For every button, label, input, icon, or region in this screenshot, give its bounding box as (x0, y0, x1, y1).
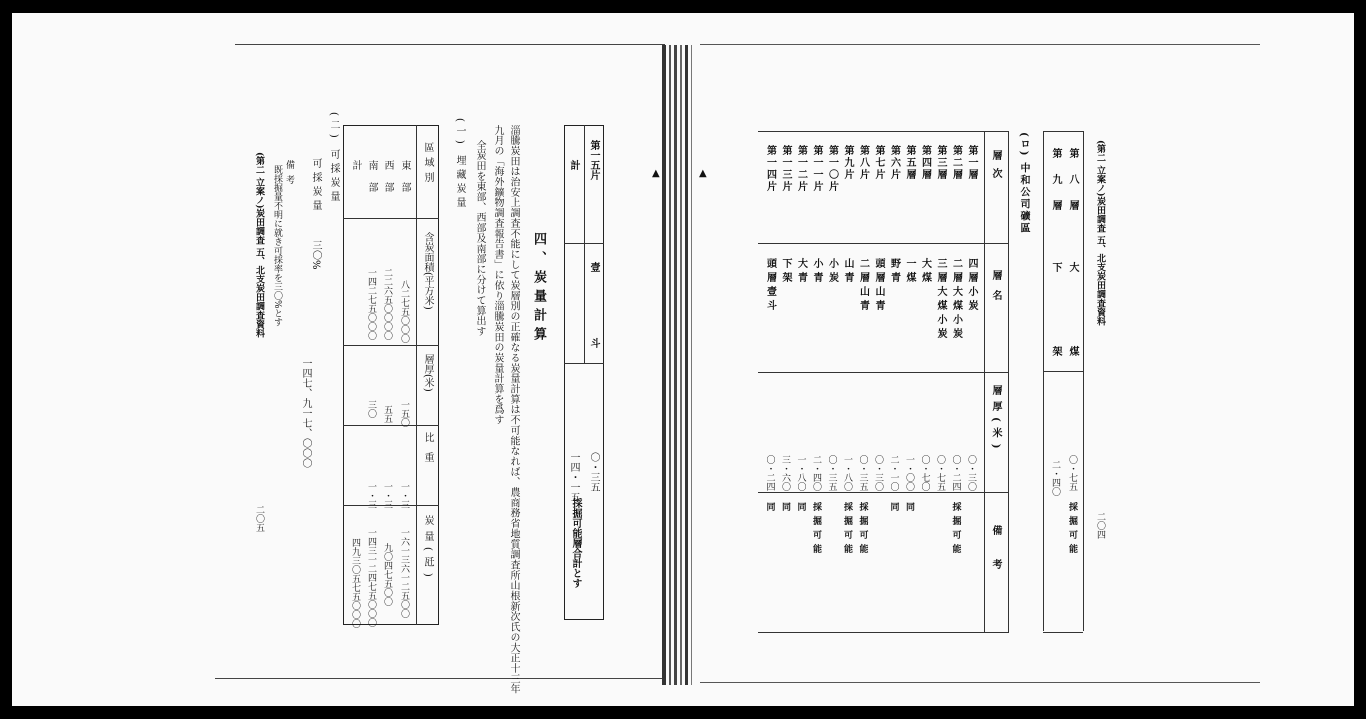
binding-mark-top-right: ▲ (699, 168, 707, 179)
row-12-name: 下架 (780, 258, 791, 286)
small-table-col2-1: 斗 (588, 338, 599, 348)
top-row-0-name1: 大 (1067, 262, 1078, 272)
top-row-1-name2: 架 (1050, 346, 1061, 356)
row-south-thickness: 三〇 (366, 400, 376, 418)
row-10-thickness: 二・四〇 (811, 455, 821, 491)
row-south-quantity: 一四三一二四七五〇〇〇 (366, 528, 376, 627)
row-6-name: 頭層山青 (873, 258, 884, 314)
small-table-header-0: 計 (568, 160, 579, 170)
row-8-name: 山青 (842, 258, 853, 286)
top-row-0-layer: 第八層 (1067, 148, 1078, 226)
remark-text: 既採掘量不明に就き可採率を三〇%とす (272, 165, 282, 327)
row-5-layer: 第六片 (888, 145, 900, 181)
top-row-1-thickness: 二・四〇 (1050, 460, 1060, 496)
table-header-thickness-right: 層厚(米) (990, 385, 1001, 455)
row-west-area: 二二六五〇〇〇〇 (382, 268, 392, 340)
table-header-gravity: 比重 (422, 432, 433, 472)
row-13-thickness: 〇・二四 (764, 455, 775, 491)
small-table-header-1: 第一五片 (588, 140, 599, 180)
row-6-layer: 第七片 (873, 145, 884, 181)
top-row-0-note: 採掘可能 (1067, 502, 1077, 558)
table-header-quantity: 炭量(瓩) (422, 515, 433, 583)
right-top-rule (700, 44, 1260, 45)
row-east-quantity: 一六一三六一二五〇〇 (399, 528, 409, 618)
recoverable-label: 可採炭量 (310, 158, 321, 214)
row-east-area: 八二七五〇〇〇 (399, 280, 409, 343)
row-4-thickness: 一・〇〇 (904, 455, 914, 491)
row-total-quantity: 四九三〇五七五〇〇〇 (350, 538, 360, 628)
row-6-thickness: 〇・三〇 (873, 455, 883, 491)
row-7-layer: 第八片 (857, 145, 869, 181)
sub-heading-1: (一) 埋藏炭量 (454, 118, 465, 211)
top-row-1-layer: 第九層 (1050, 148, 1061, 226)
row-3-name: 大煤 (919, 258, 931, 286)
small-table-value-0: 〇・三五 (588, 452, 599, 492)
right-bottom-rule (700, 682, 1260, 683)
row-1-layer: 第二層 (950, 145, 962, 181)
row-2-thickness: 〇・七五 (935, 455, 945, 491)
top-row-0-thickness: 〇・七五 (1067, 455, 1077, 491)
row-11-thickness: 一・八〇 (795, 455, 806, 491)
section-label-zhonghe: (ロ) 中和公司礦區 (1018, 132, 1029, 235)
row-7-name: 二層山青 (857, 258, 869, 314)
row-2-layer: 第三層 (935, 145, 946, 181)
row-8-remark: 採掘可能 (842, 502, 852, 558)
book-spine (660, 45, 702, 685)
binding-mark-top: ▲ (652, 168, 660, 179)
left-bottom-rule (215, 678, 665, 679)
row-east-label: 東部 (399, 160, 410, 204)
row-10-name: 小青 (811, 258, 822, 286)
row-east-gravity: 一・三 (399, 482, 409, 509)
row-5-name: 野青 (888, 258, 900, 286)
right-running-head: (第二 立案ノ)炭田調査 五、北支炭田調査資料 (1095, 140, 1105, 326)
sub-heading-2: (二) 可採炭量 (328, 112, 339, 205)
row-11-name: 大青 (795, 258, 807, 286)
row-10-layer: 第一一片 (811, 145, 822, 193)
row-12-layer: 第一三片 (780, 145, 791, 193)
row-12-thickness: 三・六〇 (780, 455, 790, 491)
left-running-head: (第二 立案ノ)炭田調査 五、北支炭田調査資料 (254, 152, 264, 338)
top-row-0-name2: 煤 (1067, 346, 1078, 356)
row-10-remark: 採掘可能 (811, 502, 821, 558)
table-header-remark: 備考 (990, 525, 1001, 593)
row-0-layer: 第一層 (966, 145, 977, 181)
row-13-remark: 同 (764, 502, 775, 516)
row-1-name: 二層大煤小炭 (950, 258, 962, 342)
row-7-remark: 採掘可能 (857, 502, 868, 558)
row-12-remark: 同 (780, 502, 790, 516)
small-table-value-1: 一四・一五 (568, 452, 579, 502)
small-table-note: 採掘可能層合計とす (570, 498, 581, 588)
row-2-name: 三層大煤小炭 (935, 258, 946, 342)
recoverable-value: 一四七、九一七、〇〇〇 (300, 358, 311, 468)
row-9-name: 小炭 (826, 258, 838, 286)
row-5-remark: 同 (888, 502, 899, 516)
row-4-remark: 同 (904, 502, 914, 516)
recoverable-pct: 三〇% (310, 240, 321, 270)
row-3-thickness: 〇・七〇 (919, 455, 930, 491)
row-west-thickness: 五五 (382, 405, 392, 423)
row-east-thickness: 一五〇 (399, 400, 409, 427)
row-0-name: 四層小炭 (966, 258, 977, 314)
remark-head: 備考 (284, 160, 294, 190)
table-header-thickness: 層厚(米) (422, 354, 433, 392)
row-south-gravity: 一・三 (366, 482, 376, 509)
left-page-number: 二〇五 (254, 505, 264, 532)
row-0-thickness: 〇・三〇 (966, 455, 976, 491)
row-4-name: 一煤 (904, 258, 915, 286)
table-header-area: 區域別 (422, 142, 433, 187)
row-3-layer: 第四層 (919, 145, 931, 181)
row-south-area: 一四二七五〇〇〇 (366, 268, 376, 340)
body-line-1: 淄騰炭田は治安上調査不能にして炭層別の正確なる炭量計算は不可能なれば、農商務省地質調査所山根新次氏の大正十三年 (508, 125, 519, 695)
row-west-gravity: 一・三 (382, 482, 392, 509)
section-title: 四、炭量計算 (531, 232, 546, 346)
row-west-label: 西部 (382, 160, 393, 204)
row-11-layer: 第一二片 (795, 145, 807, 193)
row-8-layer: 第九片 (842, 145, 853, 181)
right-page-number: 二〇四 (1095, 512, 1105, 539)
row-west-quantity: 九〇四七五〇〇 (382, 543, 392, 606)
body-line-3: 全炭田を東部、西部及南部に分けて算出す (474, 140, 485, 337)
left-top-rule (235, 44, 665, 45)
row-11-remark: 同 (795, 502, 806, 516)
row-south-label: 南部 (366, 160, 377, 204)
table-header-coal-area: 含炭面積(平方米) (422, 232, 433, 310)
row-13-layer: 第一四片 (764, 145, 776, 193)
row-7-thickness: 〇・三五 (857, 455, 868, 491)
body-line-2: 九月の「海外鑛物調査報告書」に依り淄騰炭田の炭量計算を爲す (492, 125, 503, 426)
row-4-layer: 第五層 (904, 145, 915, 181)
small-table-col2-0: 壹 (588, 262, 599, 272)
row-13-name: 頭層壹斗 (764, 258, 776, 314)
row-1-remark: 採掘可能 (950, 502, 961, 558)
row-5-thickness: 二・一〇 (888, 455, 899, 491)
row-9-layer: 第一〇片 (826, 145, 838, 193)
row-8-thickness: 一・八〇 (842, 455, 852, 491)
table-header-layer: 層次 (990, 150, 1001, 186)
row-9-thickness: 〇・三五 (826, 455, 837, 491)
row-total-label: 計 (350, 160, 361, 170)
table-header-name: 層名 (990, 270, 1001, 310)
top-row-1-name1: 下 (1050, 262, 1061, 272)
row-1-thickness: 〇・二四 (950, 455, 961, 491)
